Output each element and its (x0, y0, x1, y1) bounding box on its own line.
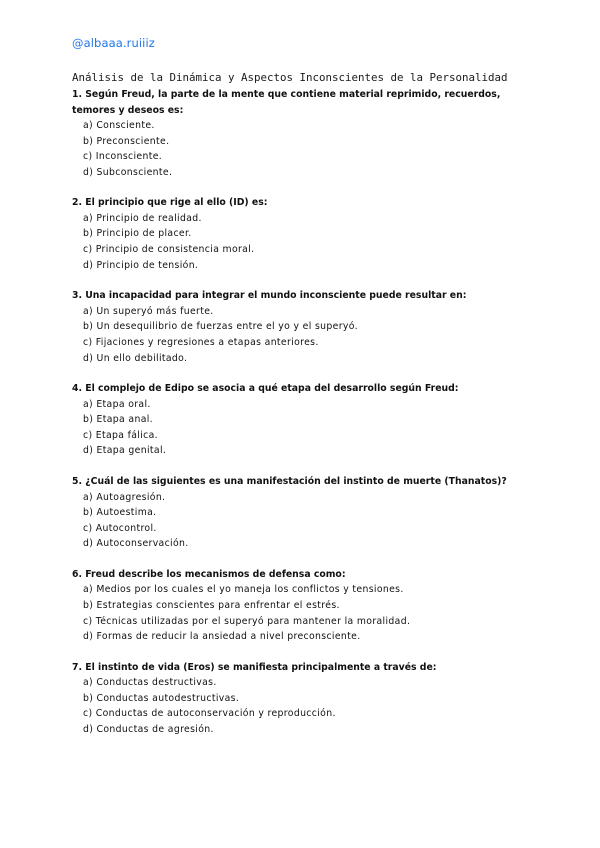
option-d: d) Principio de tensión. (83, 259, 199, 271)
option-c: c) Técnicas utilizadas por el superyó para mantener la moralidad. (83, 615, 411, 627)
question-text: 3. Una incapacidad para integrar el mundo inconsciente puede resultar en: (72, 290, 467, 302)
option-a: a) Conductas destructivas. (83, 677, 217, 689)
option-c: c) Principio de consistencia moral. (83, 244, 255, 256)
option-b: b) Preconsciente. (83, 135, 170, 147)
option-list (72, 118, 542, 180)
option-c: c) Autocontrol. (83, 522, 157, 534)
question-2 (72, 195, 542, 273)
option-b: b) Principio de placer. (83, 228, 192, 240)
question-text: 1. Según Freud, la parte de la mente que contiene material reprimido, recuerdos, temores y deseos es: (72, 89, 501, 116)
question-1 (72, 87, 542, 180)
author-handle: @albaaa.ruiiiz (72, 36, 155, 50)
question-text: 2. El principio que rige al ello (ID) es: (72, 197, 268, 209)
option-b: b) Estrategias conscientes para enfrentar el estrés. (83, 599, 340, 611)
question-7 (72, 660, 542, 738)
option-d: d) Autoconservación. (83, 538, 189, 550)
option-a: a) Autoagresión. (83, 491, 166, 503)
option-c: c) Conductas de autoconservación y reproducción. (83, 708, 336, 720)
option-b: b) Un desequilibrio de fuerzas entre el yo y el superyó. (83, 321, 358, 333)
option-d: d) Conductas de agresión. (83, 724, 214, 736)
option-b: b) Etapa anal. (83, 414, 153, 426)
option-a: a) Consciente. (83, 120, 155, 131)
option-list (72, 582, 542, 644)
option-d: d) Un ello debilitado. (83, 352, 188, 364)
option-a: a) Etapa oral. (83, 398, 151, 410)
question-6 (72, 567, 542, 645)
option-list (72, 490, 542, 552)
question-text: 6. Freud describe los mecanismos de defensa como: (72, 568, 346, 580)
option-c: c) Fijaciones y regresiones a etapas anteriores. (83, 336, 319, 348)
option-list (72, 397, 542, 459)
option-a: a) Principio de realidad. (83, 212, 202, 224)
option-d: d) Formas de reducir la ansiedad a nivel preconsciente. (83, 631, 361, 643)
option-b: b) Autoestima. (83, 507, 157, 519)
question-5 (72, 474, 542, 552)
question-list (72, 87, 542, 753)
document-title: Análisis de la Dinámica y Aspectos Inconscientes de la Personalidad (72, 71, 508, 84)
option-a: a) Un superyó más fuerte. (83, 305, 214, 317)
option-d: d) Etapa genital. (83, 445, 167, 457)
option-list (72, 675, 542, 737)
question-3 (72, 288, 542, 366)
question-text: 7. El instinto de vida (Eros) se manifiesta principalmente a través de: (72, 661, 437, 673)
option-b: b) Conductas autodestructivas. (83, 692, 240, 704)
question-text: 4. El complejo de Edipo se asocia a qué etapa del desarrollo según Freud: (72, 383, 459, 395)
question-text: 5. ¿Cuál de las siguientes es una manifestación del instinto de muerte (Thanatos)? (72, 476, 507, 487)
question-4 (72, 381, 542, 459)
option-c: c) Inconsciente. (83, 151, 163, 163)
option-list (72, 304, 542, 366)
option-c: c) Etapa fálica. (83, 429, 158, 441)
option-list (72, 211, 542, 273)
option-d: d) Subconsciente. (83, 166, 173, 178)
option-a: a) Medios por los cuales el yo maneja los conflictos y tensiones. (83, 584, 404, 596)
